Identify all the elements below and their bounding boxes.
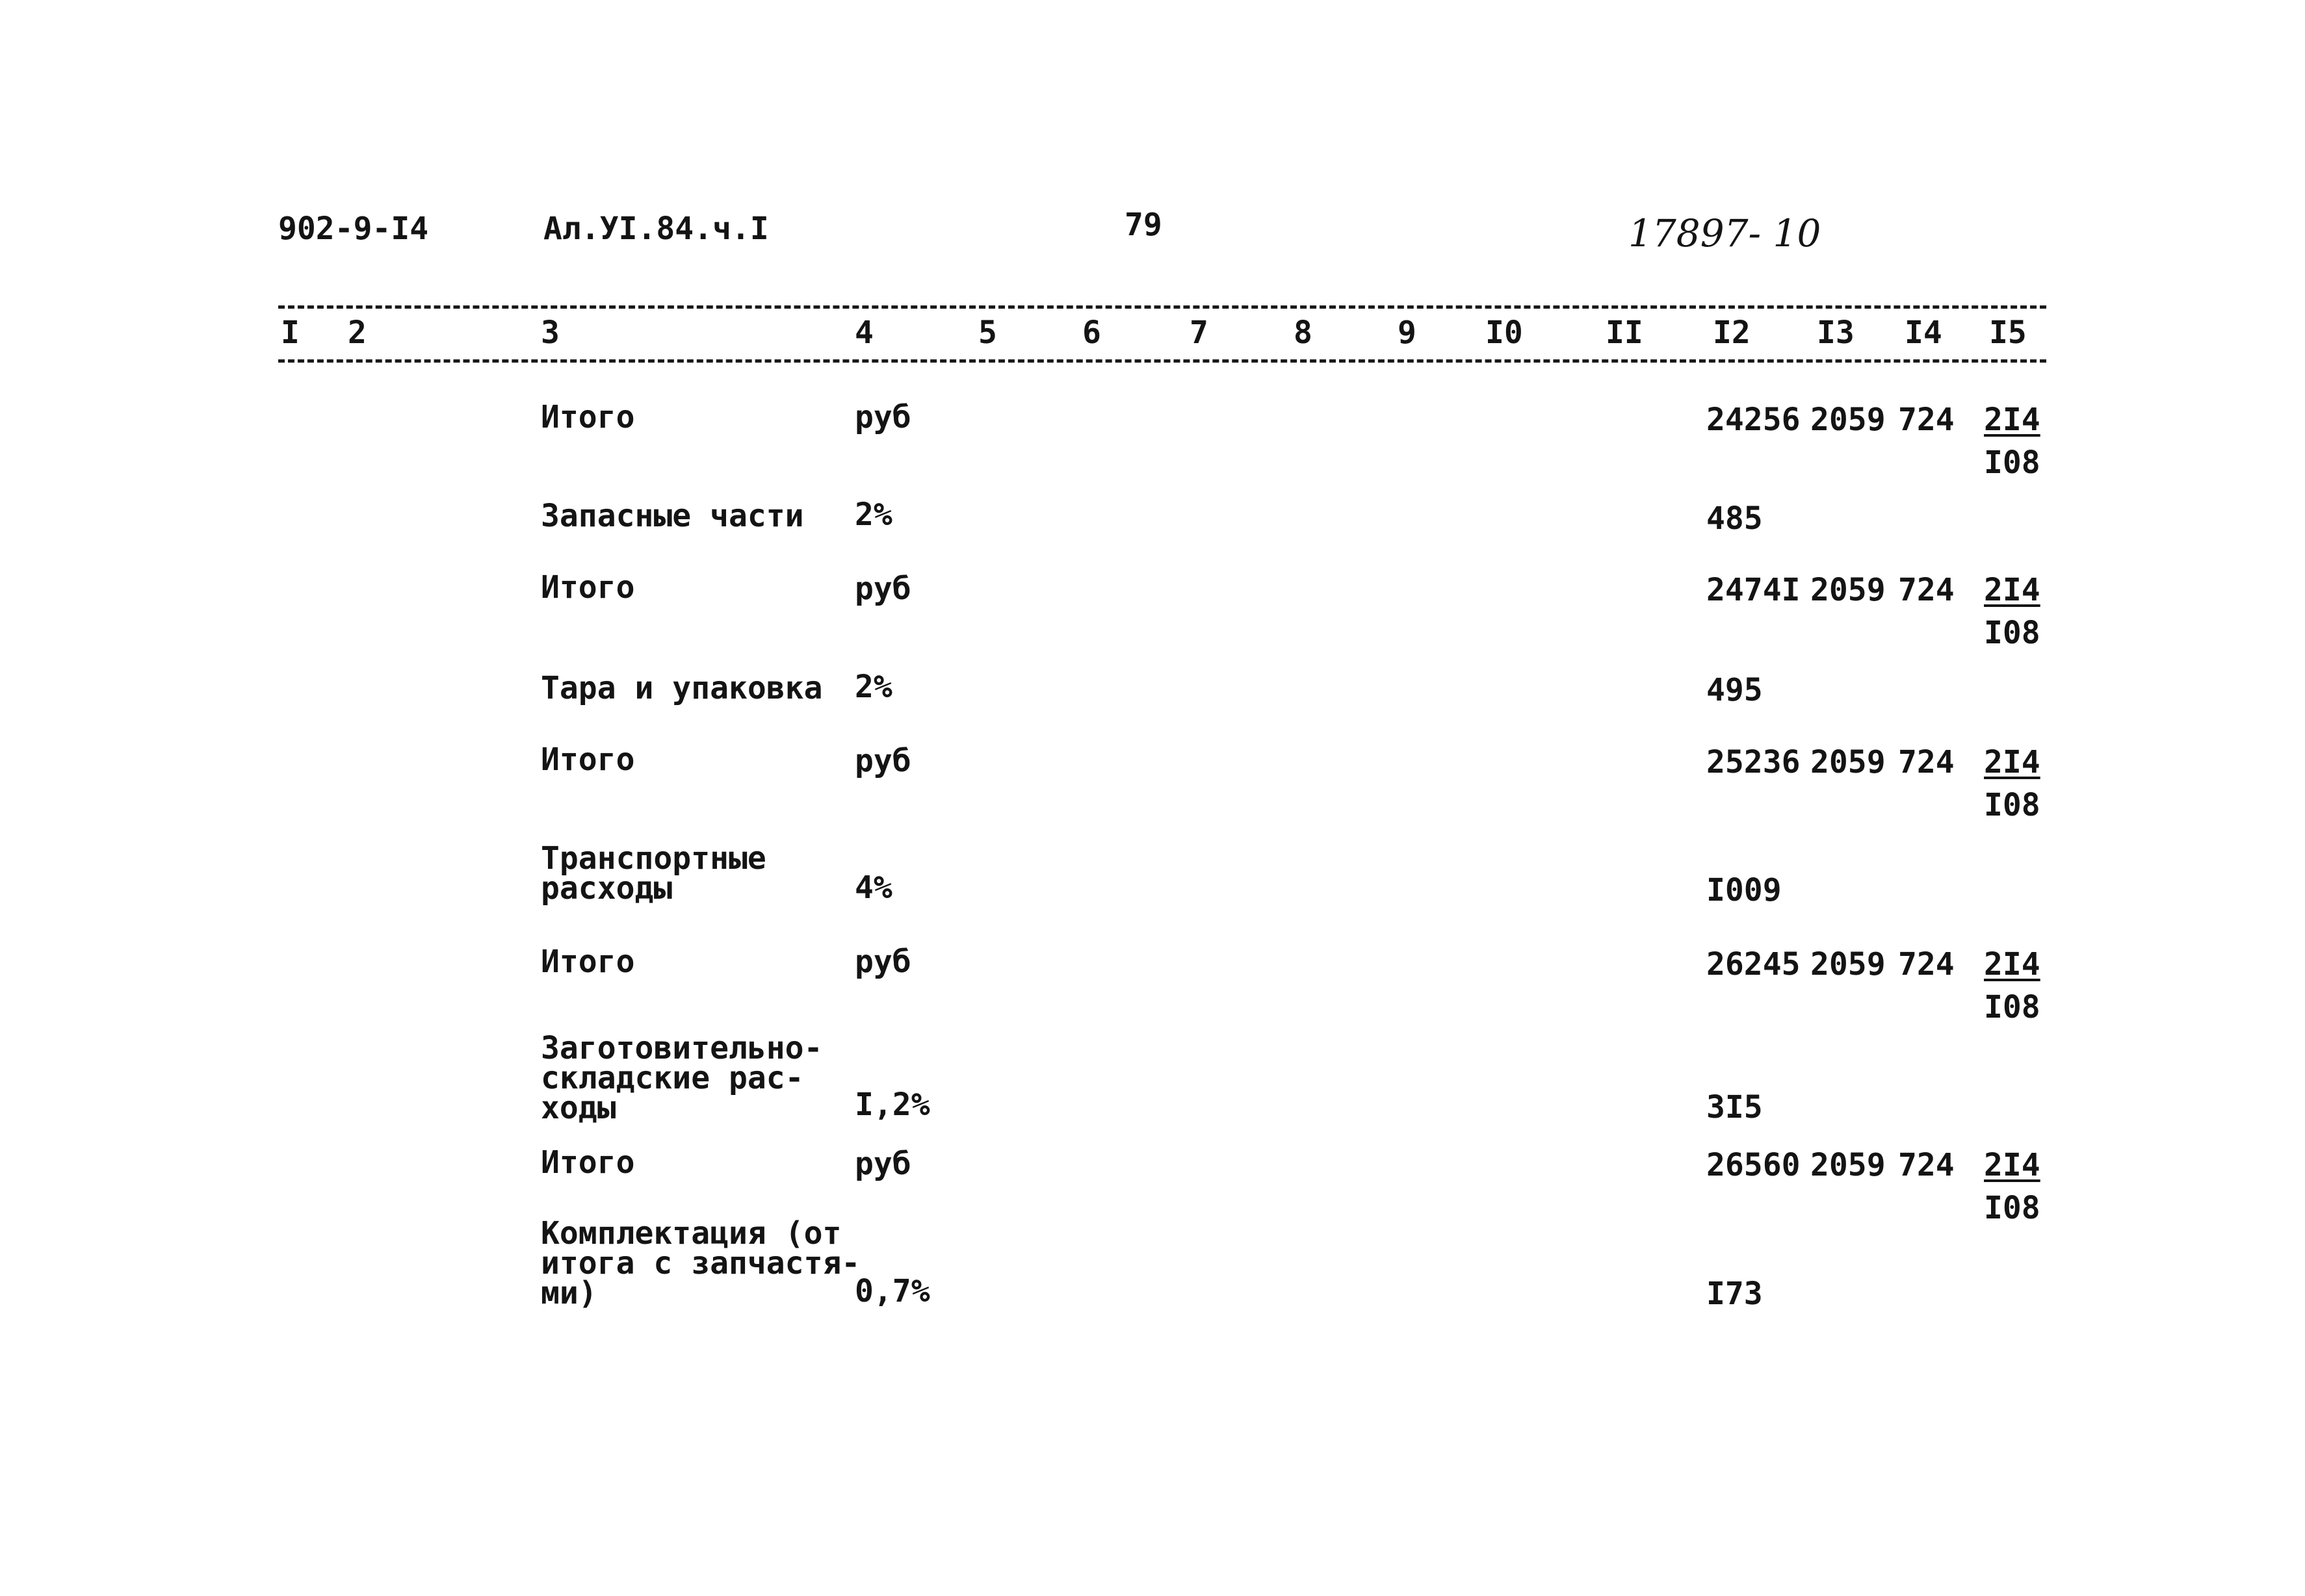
row-value-col12: 3I5 [1706, 1089, 1763, 1126]
row-label: Тара и упаковка [541, 670, 823, 706]
row-value-col14: 724 [1898, 402, 1955, 438]
row-value-col15-bottom: I08 [1984, 444, 2040, 481]
row-value-col12: 485 [1706, 500, 1763, 537]
row-value-col12: 25236 [1706, 744, 1801, 780]
row-value-col15-bottom: I08 [1984, 615, 2040, 651]
row-label-line: Комплектация (от [541, 1215, 842, 1252]
row-value-col15-top: 2I4 [1984, 744, 2040, 780]
row-value-col14: 724 [1898, 946, 1955, 983]
column-header-9: 9 [1398, 315, 1416, 351]
handwritten-number: 17897- 10 [1628, 211, 1821, 255]
column-header-2: 2 [348, 315, 367, 351]
row-label-multiline [541, 1215, 861, 1311]
column-header-1: I [281, 315, 300, 351]
row-unit: 0,7% [855, 1273, 930, 1309]
row-label: Итого [541, 944, 635, 980]
row-label-multiline [541, 840, 766, 907]
row-label-line: ходы [541, 1090, 616, 1126]
row-label: Итого [541, 1144, 635, 1181]
row-label-line: ми) [541, 1275, 597, 1311]
row-label: Итого [541, 569, 635, 606]
column-header-13: I3 [1817, 315, 1855, 351]
row-value-col13: 2059 [1810, 402, 1886, 438]
row-value-col14: 724 [1898, 1147, 1955, 1183]
row-value-col13: 2059 [1810, 572, 1886, 608]
row-value-col13: 2059 [1810, 1147, 1886, 1183]
row-value-col15-top: 2I4 [1984, 946, 2040, 983]
row-unit: руб [855, 944, 911, 980]
row-label-multiline [541, 1030, 823, 1126]
row-value-col12: 24256 [1706, 402, 1801, 438]
row-value-col15-bottom: I08 [1984, 1190, 2040, 1226]
column-header-3: 3 [541, 315, 560, 351]
row-label-line: Транспортные [541, 840, 766, 877]
row-value-col12: 2474I [1706, 572, 1801, 608]
row-unit: руб [855, 743, 911, 779]
row-unit: 2% [855, 669, 892, 705]
header-bottom-rule [278, 359, 2046, 363]
row-unit: руб [855, 1146, 911, 1182]
row-value-col15-bottom: I08 [1984, 989, 2040, 1025]
row-label-line: складские рас- [541, 1060, 804, 1096]
column-header-10: I0 [1485, 315, 1523, 351]
row-value-col15-top: 2I4 [1984, 402, 2040, 438]
row-value-col12: I009 [1706, 872, 1782, 908]
column-header-8: 8 [1294, 315, 1312, 351]
album-reference: Ал.УI.84.ч.I [543, 211, 769, 247]
page-number: 79 [1125, 207, 1162, 243]
row-value-col12: 495 [1706, 672, 1763, 708]
row-unit: руб [855, 399, 911, 435]
row-value-col15-bottom: I08 [1984, 787, 2040, 823]
row-unit: руб [855, 571, 911, 607]
row-label-line: Заготовительно- [541, 1030, 823, 1066]
document-code: 902-9-I4 [278, 211, 429, 247]
row-value-col12: 26560 [1706, 1147, 1801, 1183]
column-header-6: 6 [1082, 315, 1101, 351]
row-label: Итого [541, 741, 635, 778]
row-value-col15-top: 2I4 [1984, 572, 2040, 608]
row-value-col13: 2059 [1810, 744, 1886, 780]
row-label: Итого [541, 399, 635, 435]
column-header-12: I2 [1713, 315, 1751, 351]
row-value-col12: 26245 [1706, 946, 1801, 983]
column-header-7: 7 [1190, 315, 1208, 351]
row-value-col15-top: 2I4 [1984, 1147, 2040, 1183]
row-value-col14: 724 [1898, 572, 1955, 608]
column-header-11: II [1606, 315, 1643, 351]
row-value-col12: I73 [1706, 1276, 1763, 1312]
row-value-col14: 724 [1898, 744, 1955, 780]
row-value-col13: 2059 [1810, 946, 1886, 983]
row-unit: I,2% [855, 1087, 930, 1123]
column-header-14: I4 [1905, 315, 1942, 351]
row-label-line: итога с запчастя- [541, 1245, 861, 1281]
column-header-4: 4 [855, 315, 874, 351]
column-header-5: 5 [978, 315, 997, 351]
row-unit: 4% [855, 869, 892, 906]
row-label: Запасные части [541, 498, 804, 534]
header-top-rule [278, 305, 2046, 309]
row-label-line: расходы [541, 870, 673, 907]
column-header-15: I5 [1989, 315, 2027, 351]
row-unit: 2% [855, 496, 892, 533]
